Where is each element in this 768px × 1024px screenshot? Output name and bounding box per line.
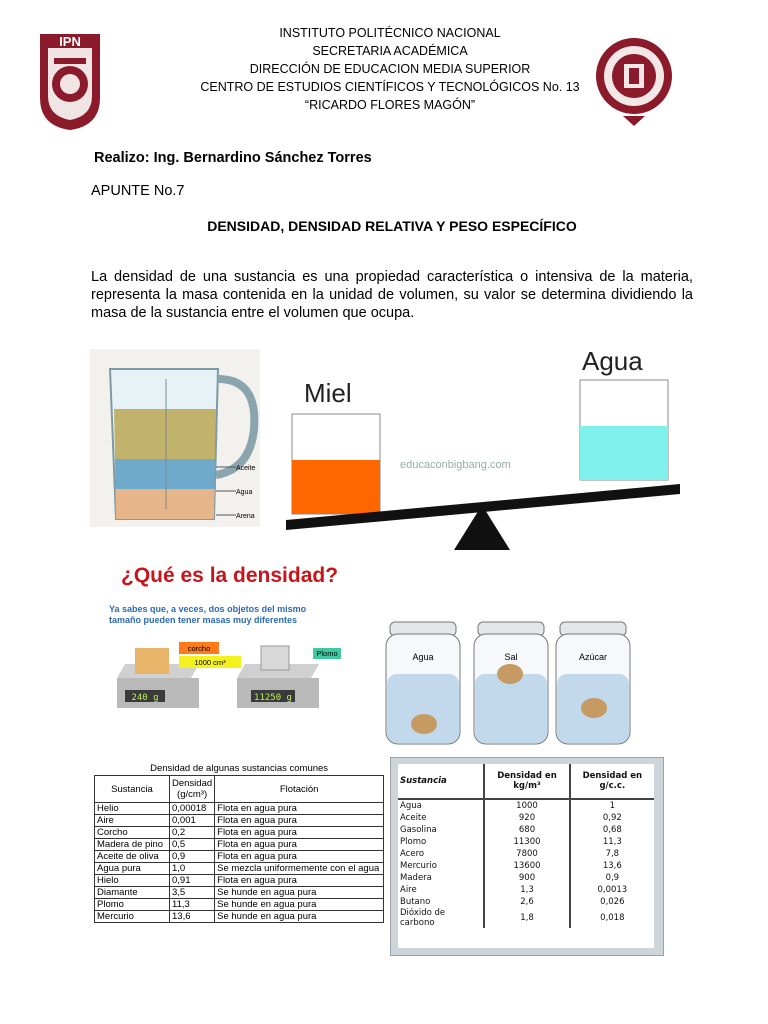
cell: 1 xyxy=(609,801,616,811)
header-line: CENTRO DE ESTUDIOS CIENTÍFICOS Y TECNOLÓGICOS No. 13 xyxy=(200,80,580,94)
cell: Se hunde en agua pura xyxy=(215,899,384,911)
right-scale-reading: 11250 g xyxy=(254,693,292,703)
cell: Agua pura xyxy=(95,863,170,875)
cell: 0,68 xyxy=(602,825,622,835)
cell: 0,0013 xyxy=(597,885,628,895)
page-title: DENSIDAD, DENSIDAD RELATIVA Y PESO ESPECÍFICO xyxy=(207,218,577,234)
cell: Madera xyxy=(398,872,484,884)
table-row xyxy=(95,803,384,815)
cell: Corcho xyxy=(95,827,170,839)
jar-label: Sal xyxy=(504,652,518,662)
table-row xyxy=(398,872,654,884)
volume-label: 1000 cm³ xyxy=(194,658,226,667)
cell: 0,001 xyxy=(170,815,215,827)
cell: 0,026 xyxy=(600,897,625,907)
cell: 0,9 xyxy=(170,851,215,863)
cell: Diamante xyxy=(95,887,170,899)
header-line: SECRETARIA ACADÉMICA xyxy=(312,44,468,58)
cell: 13,6 xyxy=(170,911,215,923)
cell: Aceite de oliva xyxy=(95,851,170,863)
cell: 0,5 xyxy=(170,839,215,851)
table-row xyxy=(398,884,654,896)
cell: Plomo xyxy=(398,836,484,848)
cell: 0,92 xyxy=(602,813,622,823)
beaker-label: Arena xyxy=(236,513,255,520)
institution-header xyxy=(160,24,620,114)
cell: Se hunde en agua pura xyxy=(215,887,384,899)
table-row xyxy=(398,908,654,928)
left-scale-reading: 240 g xyxy=(131,693,159,703)
what-is-density-illustration xyxy=(95,556,371,720)
column-header: Sustancia xyxy=(95,776,170,803)
table-row xyxy=(398,812,654,824)
cell: 0,9 xyxy=(605,873,620,883)
cell: 1,8 xyxy=(484,908,569,928)
column-header: Densidad (g/cm³) xyxy=(170,776,215,803)
beaker-label: Agua xyxy=(236,489,253,496)
cell: Madera de pino xyxy=(95,839,170,851)
cell: 1,0 xyxy=(170,863,215,875)
cell: Mercurio xyxy=(398,860,484,872)
jar-label: Azúcar xyxy=(578,652,608,662)
cell: 0,00018 xyxy=(170,803,215,815)
cell: 680 xyxy=(484,824,569,836)
cell: 11300 xyxy=(484,836,569,848)
author-line: Realizo: Ing. Bernardino Sánchez Torres xyxy=(94,150,372,166)
table-row xyxy=(398,896,654,908)
jar-label: Agua xyxy=(412,652,434,662)
water-label: Agua xyxy=(582,346,643,376)
table-row xyxy=(95,899,384,911)
table-header-row xyxy=(398,764,654,799)
cell: 11,3 xyxy=(170,899,215,911)
cell: 11,3 xyxy=(602,837,622,847)
table-row xyxy=(398,860,654,872)
column-header: Flotación xyxy=(215,776,384,803)
table-row xyxy=(95,887,384,899)
cell: Flota en agua pura xyxy=(215,815,384,827)
header-line: INSTITUTO POLITÉCNICO NACIONAL xyxy=(279,26,501,40)
honey-label: Miel xyxy=(304,378,352,408)
cell: 1,3 xyxy=(484,884,569,896)
cell: 920 xyxy=(484,812,569,824)
table-row xyxy=(398,836,654,848)
cell: 0,91 xyxy=(170,875,215,887)
cell: 1000 xyxy=(484,799,569,812)
header-line: DIRECCIÓN DE EDUCACION MEDIA SUPERIOR xyxy=(249,62,531,76)
cell: 0,2 xyxy=(170,827,215,839)
table-row xyxy=(95,863,384,875)
lead-label: Plomo xyxy=(316,649,338,658)
table-row xyxy=(95,911,384,923)
cell: Gasolina xyxy=(398,824,484,836)
note-number: APUNTE No.7 xyxy=(91,183,185,199)
cell: 13600 xyxy=(484,860,569,872)
table-row xyxy=(398,824,654,836)
cell: Flota en agua pura xyxy=(215,803,384,815)
watermark-text: educaconbigbang.com xyxy=(400,459,511,471)
cell: 7,8 xyxy=(605,849,620,859)
cell: Agua xyxy=(398,799,484,812)
ipn-logo-text: IPN xyxy=(59,34,81,49)
cecyt-seal-logo xyxy=(593,28,675,128)
table-row xyxy=(95,815,384,827)
ipn-logo xyxy=(34,28,106,132)
cell: Plomo xyxy=(95,899,170,911)
cell: 2,6 xyxy=(484,896,569,908)
table-row xyxy=(95,851,384,863)
balance-illustration xyxy=(282,340,682,552)
header-line: “RICARDO FLORES MAGÓN” xyxy=(304,98,476,112)
beaker-label: Aceite xyxy=(236,465,256,472)
cell: 0,018 xyxy=(600,913,625,923)
egg-jars-illustration xyxy=(384,618,644,748)
cell: Acero xyxy=(398,848,484,860)
cell: Flota en agua pura xyxy=(215,875,384,887)
beaker-illustration xyxy=(90,349,260,527)
cell: Se mezcla uniformemente con el agua xyxy=(215,863,384,875)
cell: Aire xyxy=(95,815,170,827)
density-table-units xyxy=(398,764,654,948)
column-header: Sustancia xyxy=(398,764,484,799)
cell: 13,6 xyxy=(602,861,622,871)
cork-label: corcho xyxy=(187,644,211,653)
table-row xyxy=(95,839,384,851)
cell: Aire xyxy=(398,884,484,896)
cell: Flota en agua pura xyxy=(215,839,384,851)
density-question-title: ¿Qué es la densidad? xyxy=(121,564,339,587)
cell: 900 xyxy=(484,872,569,884)
cell: Butano xyxy=(398,896,484,908)
table-row xyxy=(398,848,654,860)
cell: Helio xyxy=(95,803,170,815)
table-caption: Densidad de algunas sustancias comunes xyxy=(95,762,384,776)
table-row xyxy=(398,799,654,812)
cell: Flota en agua pura xyxy=(215,851,384,863)
column-header: Densidad en g/c.c. xyxy=(570,764,654,799)
density-subtitle: Ya sabes que, a veces, dos objetos del mismo xyxy=(109,604,307,614)
cell: Flota en agua pura xyxy=(215,827,384,839)
density-subtitle: tamaño pueden tener masas muy diferentes xyxy=(109,615,298,625)
cell: 7800 xyxy=(484,848,569,860)
cell: Aceite xyxy=(398,812,484,824)
intro-paragraph: La densidad de una sustancia es una propiedad característica o intensiva de la materia, representa la masa contenida en la unidad de volumen, su valor se determina dividiendo la masa de la sustancia entre el volumen que ocupa. xyxy=(91,269,693,321)
cell: Dióxido de carbono xyxy=(398,908,484,928)
table-row xyxy=(95,827,384,839)
density-table-common xyxy=(94,762,384,923)
cell: Se hunde en agua pura xyxy=(215,911,384,923)
cell: Mercurio xyxy=(95,911,170,923)
cell: Hielo xyxy=(95,875,170,887)
column-header: Densidad en kg/m³ xyxy=(484,764,569,799)
cell: 3,5 xyxy=(170,887,215,899)
table-row xyxy=(95,875,384,887)
